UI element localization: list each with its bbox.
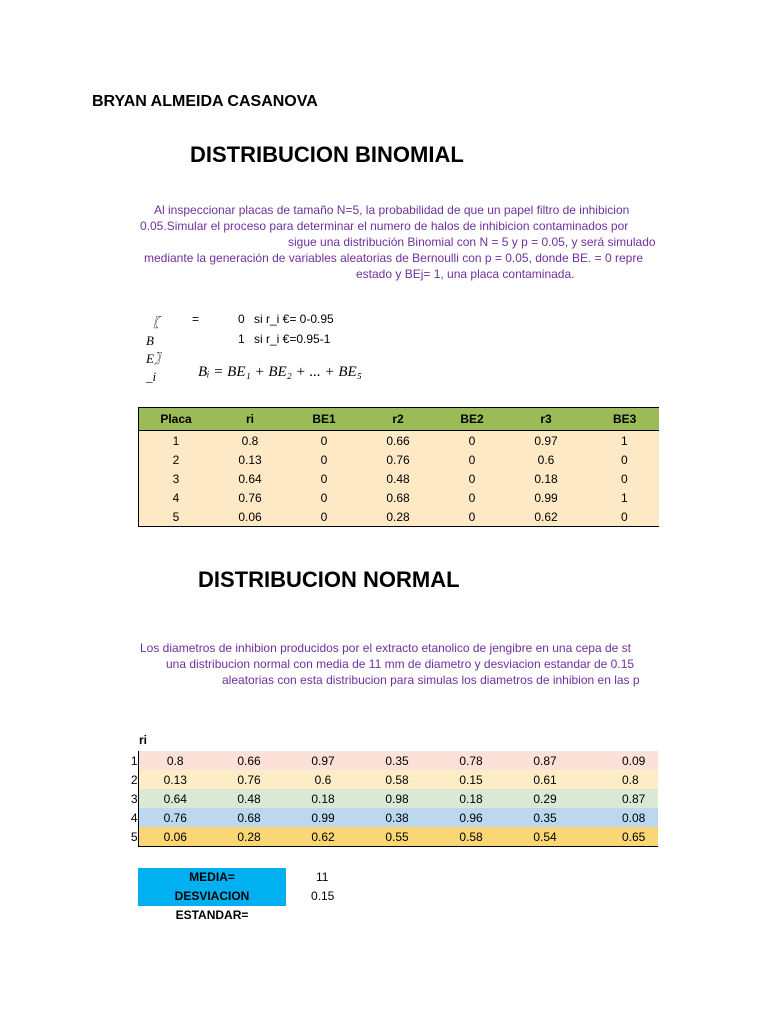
table-header-row [139, 408, 659, 431]
case0-value: 0 [238, 312, 245, 326]
table-cell: 0.08 [582, 808, 658, 827]
table-cell: 0.76 [212, 770, 286, 789]
table-cell: 0 [287, 431, 361, 451]
table-cell: 0.65 [582, 827, 658, 847]
table-cell: 0.8 [213, 431, 287, 451]
table-cell: 0.62 [286, 827, 360, 847]
case1-value: 1 [238, 332, 245, 346]
table-cell: 0.97 [509, 431, 583, 451]
table-cell: 0.58 [434, 827, 508, 847]
table-cell: 0.64 [213, 469, 287, 488]
table-cell: 0 [435, 431, 509, 451]
table-cell: 0 [435, 469, 509, 488]
table-cell: 0.64 [138, 789, 212, 808]
table-cell: 0 [287, 469, 361, 488]
description-line: una distribucion normal con media de 11 mm de diametro y desviacion estandar de 0.15 [166, 657, 635, 671]
description-line: Al inspeccionar placas de tamaño N=5, la probabilidad de que un papel filtro de inhibicion [154, 203, 630, 217]
table-cell: 0.06 [138, 827, 212, 847]
table-cell: 0.61 [508, 770, 582, 789]
table-cell: 0.48 [361, 469, 435, 488]
table-cell: 0.18 [286, 789, 360, 808]
table-cell: 0.13 [138, 770, 212, 789]
author-name: BRYAN ALMEIDA CASANOVA [92, 93, 318, 110]
table-cell: 3 [139, 469, 213, 488]
table-row [139, 431, 659, 451]
table-cell: 0.99 [509, 488, 583, 507]
binomial-table [138, 407, 659, 527]
table-row [139, 488, 659, 507]
table-cell: 0.87 [508, 751, 582, 770]
formula-equals: = [192, 312, 200, 326]
table-cell: 0.68 [212, 808, 286, 827]
table-cell: 0.35 [360, 751, 434, 770]
description-line: aleatorias con esta distribucion para simulas los diametros de inhibion en las p [222, 673, 640, 687]
table-cell: 0 [435, 450, 509, 469]
table-cell: 0.98 [360, 789, 434, 808]
header-be2: BE2 [435, 408, 509, 431]
table-cell: 0.68 [361, 488, 435, 507]
binomial-description [130, 202, 658, 286]
table-cell: 0.35 [508, 808, 582, 827]
table-cell: 0.38 [360, 808, 434, 827]
description-line: sigue una distribución Binomial con N = 5 y p = 0.05, y será simulado [288, 235, 656, 249]
table-cell: 0 [583, 507, 659, 526]
table-cell: 0.55 [360, 827, 434, 847]
table-cell: 0.62 [509, 507, 583, 526]
table-row [126, 751, 658, 770]
table-cell: 0.18 [434, 789, 508, 808]
description-line: Los diametros de inhibion producidos por el extracto etanolico de jengibre en una cepa de st [140, 641, 631, 655]
row-number: 1 [126, 751, 138, 770]
header-placa: Placa [139, 408, 213, 431]
table-cell: 0.28 [212, 827, 286, 847]
table-cell: 0.97 [286, 751, 360, 770]
table-row [126, 827, 658, 847]
table-cell: 0.48 [212, 789, 286, 808]
table-row [126, 808, 658, 827]
row-number: 3 [126, 789, 138, 808]
table-row [139, 469, 659, 488]
table-cell: 0.66 [361, 431, 435, 451]
media-label: MEDIA= [138, 868, 286, 887]
media-value: 11 [316, 870, 329, 884]
table-cell: 0.76 [138, 808, 212, 827]
binomial-title: DISTRIBUCION BINOMIAL [190, 142, 464, 167]
table-cell: 0.13 [213, 450, 287, 469]
row-number: 2 [126, 770, 138, 789]
table-cell: 0.6 [286, 770, 360, 789]
table-cell: 0.09 [582, 751, 658, 770]
desviacion-value: 0.15 [311, 889, 335, 903]
table-cell: 1 [139, 431, 213, 451]
case0-text: si r_i €= 0-0.95 [254, 312, 334, 326]
table-row [126, 770, 658, 789]
table-cell: 1 [583, 488, 659, 507]
description-line: estado y BEj= 1, una placa contaminada. [356, 267, 575, 281]
table-cell: 0.76 [361, 450, 435, 469]
table-cell: 0.76 [213, 488, 287, 507]
table-cell: 0.06 [213, 507, 287, 526]
table-cell: 0.29 [508, 789, 582, 808]
table-cell: 0.8 [582, 770, 658, 789]
table-cell: 0.87 [582, 789, 658, 808]
table-cell: 0.28 [361, 507, 435, 526]
table-cell: 0 [583, 469, 659, 488]
table-cell: 0 [435, 507, 509, 526]
table-row [139, 507, 659, 526]
table-cell: 0 [287, 507, 361, 526]
table-cell: 1 [583, 431, 659, 451]
table-cell: 0.8 [138, 751, 212, 770]
header-ri: ri [213, 408, 287, 431]
table-cell: 0.54 [508, 827, 582, 847]
case1-text: si r_i €=0.95-1 [254, 332, 331, 346]
header-r2: r2 [361, 408, 435, 431]
description-line: 0.05.Simular el proceso para determinar el numero de halos de inhibicion contaminados por [140, 219, 629, 233]
normal-table-label: ri [139, 733, 148, 747]
table-cell: 0.58 [360, 770, 434, 789]
table-cell: 0.66 [212, 751, 286, 770]
description-line: mediante la generación de variables aleatorias de Bernoulli con p = 0.05, donde BE. = 0 repre [144, 251, 643, 265]
table-cell: 0 [583, 450, 659, 469]
table-cell: 0 [287, 450, 361, 469]
sum-formula: Bᵢ = BE₁ + BE₂ + ... + BE₅ [198, 364, 362, 380]
table-cell: 2 [139, 450, 213, 469]
table-cell: 5 [139, 507, 213, 526]
row-number: 4 [126, 808, 138, 827]
table-cell: 4 [139, 488, 213, 507]
row-number: 5 [126, 827, 138, 847]
header-r3: r3 [509, 408, 583, 431]
table-cell: 0.6 [509, 450, 583, 469]
table-row [139, 450, 659, 469]
table-cell: 0.78 [434, 751, 508, 770]
header-be3: BE3 [583, 408, 659, 431]
normal-description [130, 640, 658, 690]
table-cell: 0.99 [286, 808, 360, 827]
table-cell: 0.18 [509, 469, 583, 488]
normal-title: DISTRIBUCION NORMAL [198, 567, 460, 592]
table-cell: 0 [435, 488, 509, 507]
table-row [126, 789, 658, 808]
normal-table [126, 751, 658, 847]
table-cell: 0 [287, 488, 361, 507]
desviacion-label: DESVIACION ESTANDAR= [138, 887, 286, 906]
table-cell: 0.96 [434, 808, 508, 827]
table-cell: 0.15 [434, 770, 508, 789]
bracket-symbol: 〖 B E〗 _i [146, 315, 167, 384]
header-be1: BE1 [287, 408, 361, 431]
